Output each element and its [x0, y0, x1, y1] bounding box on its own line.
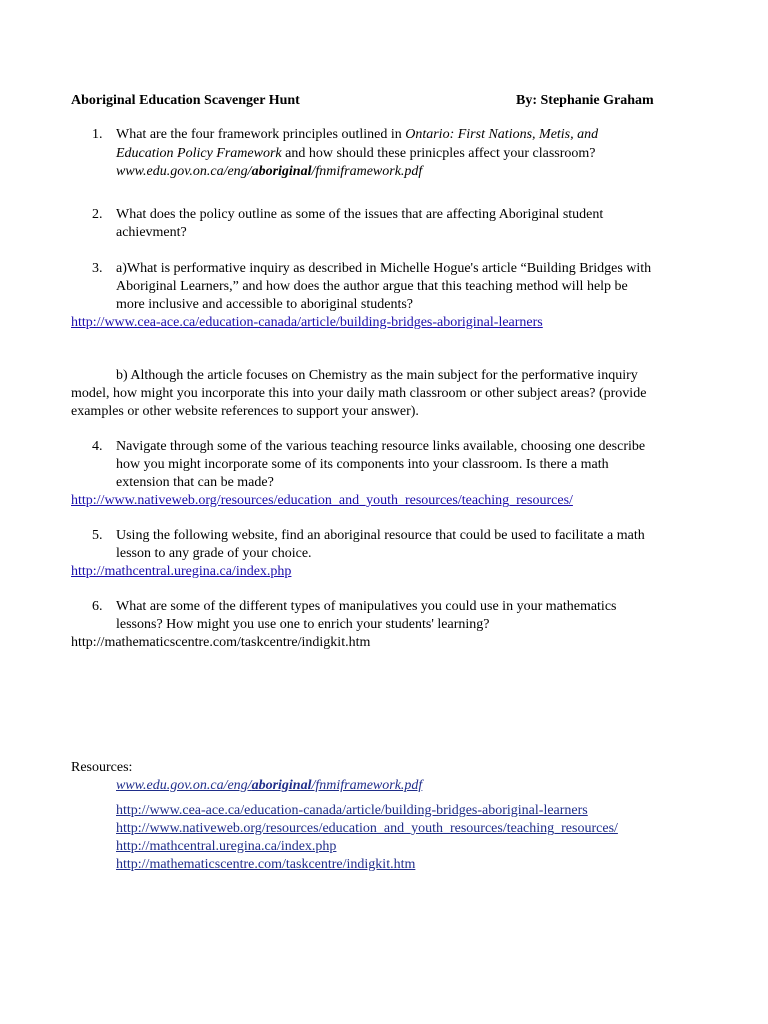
resource-link-nativeweb[interactable]: http://www.nativeweb.org/resources/education_and_youth_resources/teaching_resources/ [116, 821, 618, 836]
q1-line-2: Education Policy Framework and how should these prinicples affect your classroom? [116, 146, 596, 161]
resource-link-mathematicscentre[interactable]: http://mathematicscentre.com/taskcentre/indigkit.htm [116, 857, 416, 872]
q5-number: 5. [92, 528, 103, 543]
q3b-line-1: b) Although the article focuses on Chemistry as the main subject for the performative inquiry [116, 368, 638, 383]
q3-line-3: more inclusive and accessible to aboriginal students? [116, 297, 414, 312]
page-title: Aboriginal Education Scavenger Hunt [71, 93, 300, 108]
q5-line-2: lesson to any grade of your choice. [116, 546, 312, 561]
author-byline: By: Stephanie Graham [516, 93, 654, 108]
q1-url: www.edu.gov.on.ca/eng/aboriginal/fnmiframework.pdf [116, 164, 423, 179]
resources-label: Resources: [71, 760, 133, 775]
q3b-line-2: model, how might you incorporate this into your daily math classroom or other subject areas? (provide [71, 386, 647, 401]
q3-line-1: a)What is performative inquiry as described in Michelle Hogue's article “Building Bridges with [116, 261, 652, 276]
resource-link-edu-gov[interactable]: www.edu.gov.on.ca/eng/aboriginal/fnmiframework.pdf [116, 778, 423, 793]
q4-nativeweb-link[interactable]: http://www.nativeweb.org/resources/education_and_youth_resources/teaching_resources/ [71, 493, 573, 508]
q1-line-1: What are the four framework principles outlined in Ontario: First Nations, Metis, and [116, 127, 599, 142]
q6-line-1: What are some of the different types of manipulatives you could use in your mathematics [116, 599, 617, 614]
q6-line-2: lessons? How might you use one to enrich your students' learning? [116, 617, 490, 632]
q1-number: 1. [92, 127, 103, 142]
q6-url: http://mathematicscentre.com/taskcentre/indigkit.htm [71, 635, 371, 650]
q3-article-link[interactable]: http://www.cea-ace.ca/education-canada/article/building-bridges-aboriginal-learners [71, 315, 543, 330]
q2-number: 2. [92, 207, 103, 222]
resource-link-cea-ace[interactable]: http://www.cea-ace.ca/education-canada/article/building-bridges-aboriginal-learners [116, 803, 588, 818]
q6-number: 6. [92, 599, 103, 614]
q4-number: 4. [92, 439, 103, 454]
q5-mathcentral-link[interactable]: http://mathcentral.uregina.ca/index.php [71, 564, 292, 579]
q3b-line-3: examples or other website references to support your answer). [71, 404, 419, 419]
q3-line-2: Aboriginal Learners,” and how does the author argue that this teaching method will help be [116, 279, 628, 294]
resource-link-mathcentral[interactable]: http://mathcentral.uregina.ca/index.php [116, 839, 337, 854]
q4-line-3: extension that can be made? [116, 475, 274, 490]
q3-number: 3. [92, 261, 103, 276]
q5-line-1: Using the following website, find an aboriginal resource that could be used to facilitate a math [116, 528, 645, 543]
q4-line-1: Navigate through some of the various teaching resource links available, choosing one describe [116, 439, 646, 454]
q4-line-2: how you might incorporate some of its components into your classroom. Is there a math [116, 457, 609, 472]
q2-line-1: What does the policy outline as some of the issues that are affecting Aboriginal student [116, 207, 604, 222]
q2-line-2: achievment? [116, 225, 187, 240]
